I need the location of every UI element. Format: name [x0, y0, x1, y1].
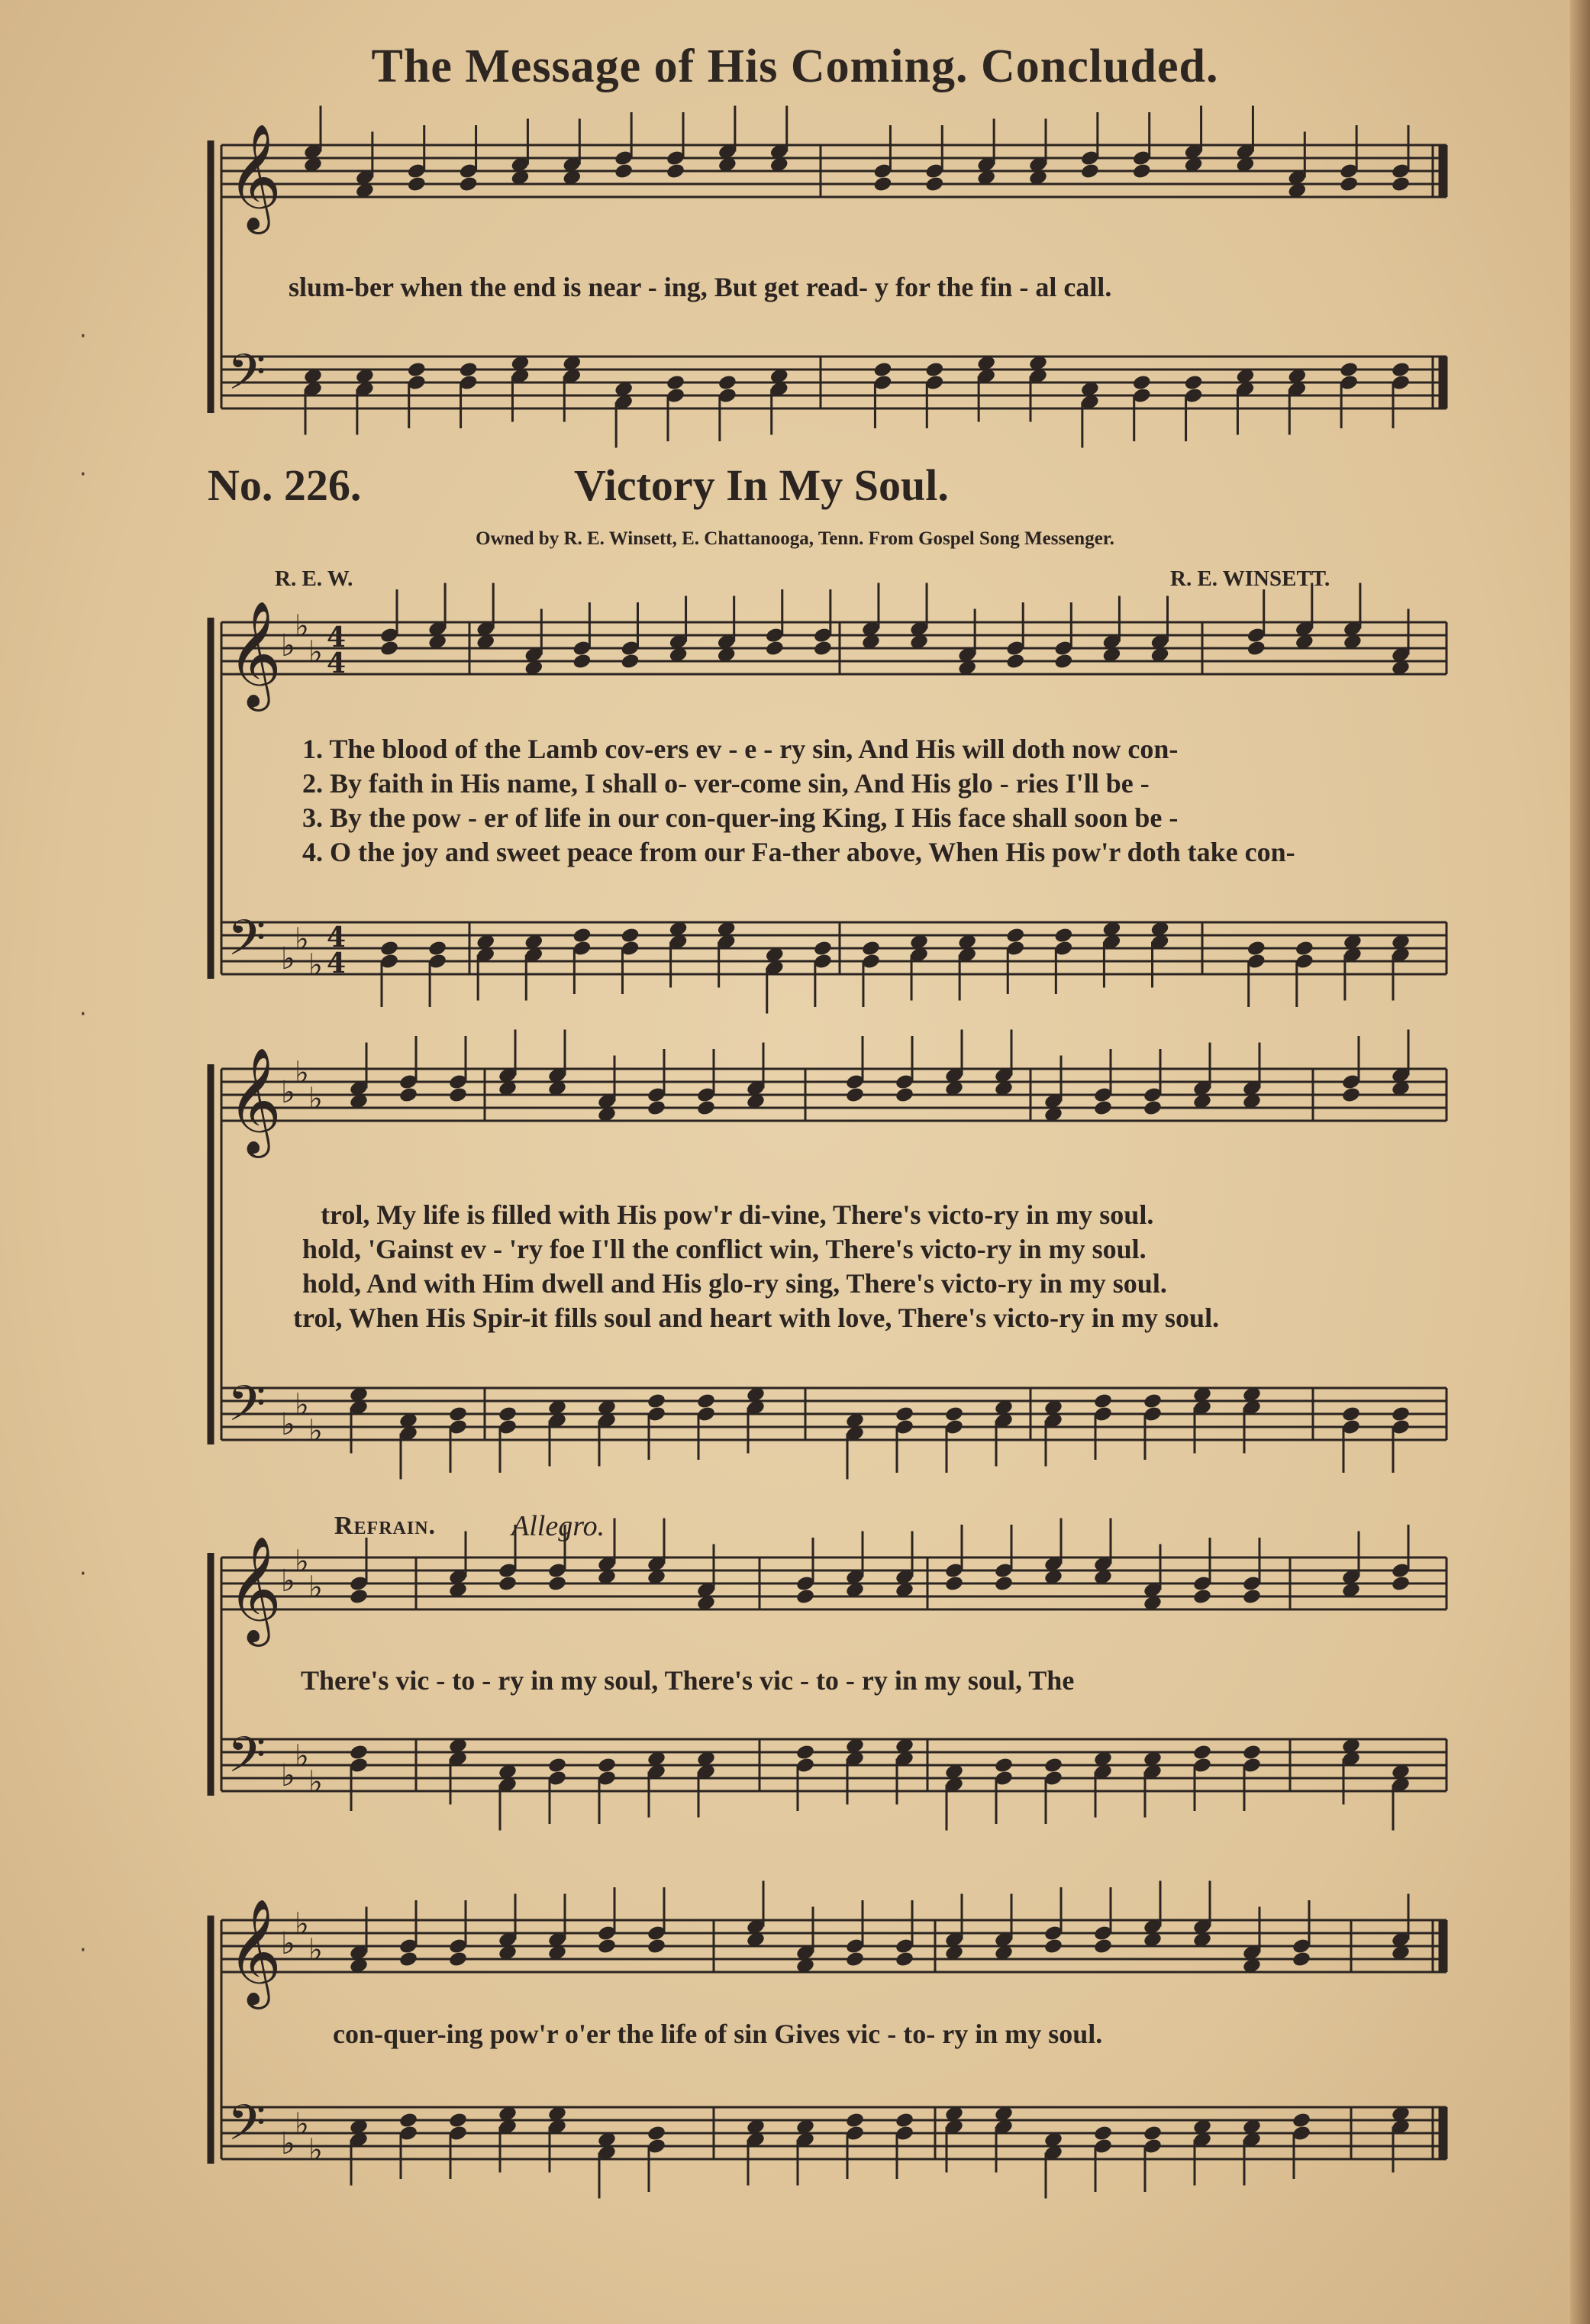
note-head	[1080, 163, 1100, 180]
note-head	[1192, 1744, 1212, 1761]
note-head	[547, 1757, 567, 1774]
note-head	[1295, 940, 1314, 957]
note-head	[895, 1406, 914, 1423]
words-by: R. E. W.	[275, 566, 353, 591]
hymn-title: Victory In My Soul.	[574, 460, 949, 510]
note-head	[647, 1099, 666, 1117]
flat-sign-icon: ♭	[308, 947, 323, 983]
treble-clef-icon: 𝄞	[227, 1899, 282, 2005]
note-head	[448, 1951, 468, 1968]
note-head	[718, 374, 737, 392]
note-head	[1391, 176, 1411, 193]
binding-hole-mark: ·	[79, 461, 87, 488]
note-head	[795, 1588, 815, 1606]
time-signature: 4	[327, 621, 347, 654]
note-head	[1247, 940, 1266, 957]
bass-clef-icon: 𝄢	[227, 344, 266, 413]
verse-4-line-2: trol, When His Spir-it fills soul and heart with love, There's victo-ry in my soul.	[293, 1302, 1220, 1333]
flat-sign-icon: ♭	[295, 2106, 309, 2142]
note-head	[765, 640, 785, 657]
note-head	[845, 1086, 865, 1104]
note-head	[845, 2112, 865, 2129]
note-head	[407, 176, 427, 193]
note-head	[1053, 927, 1073, 944]
note-head	[1391, 1575, 1411, 1593]
note-head	[1391, 361, 1411, 379]
note-head	[398, 1951, 418, 1968]
note-head	[647, 2125, 666, 2142]
note-head	[379, 640, 399, 657]
note-head	[1132, 163, 1152, 180]
note-head	[1339, 176, 1359, 193]
flat-sign-icon: ♭	[281, 628, 295, 663]
refrain-lyrics-2: con-quer-ing pow'r o'er the life of sin Gives vic - to- ry in my soul.	[333, 2019, 1103, 2049]
treble-clef-icon: 𝄞	[227, 601, 282, 707]
note-head	[349, 1588, 369, 1606]
note-head	[944, 1406, 964, 1423]
note-head	[614, 163, 634, 180]
note-head	[427, 940, 447, 957]
verse-2-line-1: 2. By faith in His name, I shall o- ver-come sin, And His glo - ries I'll be -	[302, 768, 1150, 799]
note-head	[895, 1086, 914, 1104]
note-head	[994, 1575, 1014, 1593]
note-head	[1143, 1393, 1163, 1410]
bass-clef-icon: 𝄢	[227, 1727, 266, 1796]
note-head	[872, 176, 892, 193]
flat-sign-icon: ♭	[281, 1564, 295, 1599]
note-head	[1005, 927, 1025, 944]
note-head	[1093, 1938, 1113, 1955]
flat-sign-icon: ♭	[281, 1926, 295, 1961]
binding-hole-mark: ·	[79, 1001, 87, 1028]
continued-lyrics: slum-ber when the end is near - ing, But get read- y for the fin - al call.	[289, 272, 1112, 302]
note-head	[1339, 361, 1359, 379]
flat-sign-icon: ♭	[308, 1932, 323, 1968]
note-head	[1043, 1757, 1063, 1774]
verse-3-line-1: 3. By the pow - er of life in our con-quer-ing King, I His face shall soon be -	[302, 802, 1179, 833]
note-head	[1053, 653, 1073, 670]
flat-sign-icon: ♭	[295, 1055, 309, 1091]
bass-clef-icon: 𝄢	[227, 910, 266, 979]
note-head	[895, 1951, 914, 1968]
flat-sign-icon: ♭	[295, 1544, 309, 1580]
flat-sign-icon: ♭	[281, 1075, 295, 1110]
copyright-notice: Owned by R. E. Winsett, E. Chattanooga, Tenn. From Gospel Song Messenger.	[476, 528, 1114, 549]
note-head	[795, 1744, 815, 1761]
note-head	[620, 927, 640, 944]
note-head	[944, 1575, 964, 1593]
verse-3-line-2: hold, And with Him dwell and His glo-ry sing, There's victo-ry in my soul.	[302, 1268, 1167, 1299]
note-head	[498, 1406, 518, 1423]
note-head	[379, 940, 399, 957]
note-head	[1247, 640, 1266, 657]
refrain-lyrics-1: There's vic - to - ry in my soul, There's vic - to - ry in my soul, The	[301, 1665, 1075, 1696]
note-head	[666, 374, 685, 392]
binding-hole-mark: ·	[79, 1937, 87, 1964]
note-head	[448, 1406, 468, 1423]
note-head	[448, 2112, 468, 2129]
note-head	[647, 1938, 666, 1955]
note-head	[398, 2112, 418, 2129]
bass-clef-icon: 𝄢	[227, 2095, 266, 2164]
note-head	[813, 940, 833, 957]
note-head	[1093, 1099, 1113, 1117]
flat-sign-icon: ♭	[308, 1570, 323, 1606]
note-head	[407, 361, 427, 379]
bass-clef-icon: 𝄢	[227, 1376, 266, 1444]
note-head	[1341, 1086, 1361, 1104]
binding-hole-mark: ·	[79, 323, 87, 350]
flat-sign-icon: ♭	[281, 2126, 295, 2161]
note-head	[924, 361, 944, 379]
flat-sign-icon: ♭	[308, 634, 323, 670]
flat-sign-icon: ♭	[281, 1407, 295, 1442]
note-head	[1242, 1588, 1262, 1606]
note-head	[398, 1086, 418, 1104]
note-head	[1183, 374, 1203, 392]
note-head	[1143, 2125, 1163, 2142]
note-head	[349, 1744, 369, 1761]
note-head	[1043, 1938, 1063, 1955]
note-head	[845, 1951, 865, 1968]
note-head	[458, 176, 478, 193]
flat-sign-icon: ♭	[281, 1758, 295, 1793]
flat-sign-icon: ♭	[308, 1413, 323, 1449]
note-head	[1341, 1406, 1361, 1423]
note-head	[547, 1575, 567, 1593]
note-head	[924, 176, 944, 193]
verse-1-line-2: trol, My life is filled with His pow'r di-vine, There's victo-ry in my soul.	[321, 1199, 1154, 1230]
note-head	[1005, 653, 1025, 670]
flat-sign-icon: ♭	[295, 1738, 309, 1774]
note-head	[1093, 1393, 1113, 1410]
note-head	[872, 361, 892, 379]
continued-title: The Message of His Coming. Concluded.	[371, 40, 1219, 92]
hymn-number: No. 226.	[208, 460, 362, 510]
time-signature: 4	[327, 922, 347, 954]
note-head	[696, 1393, 716, 1410]
note-head	[1143, 1099, 1163, 1117]
note-head	[1093, 2125, 1113, 2142]
treble-clef-icon: 𝄞	[227, 1047, 282, 1154]
flat-sign-icon: ♭	[295, 608, 309, 644]
note-head	[1192, 1588, 1212, 1606]
note-head	[666, 163, 685, 180]
note-head	[813, 640, 833, 657]
time-signature: 4	[327, 647, 347, 679]
treble-clef-icon: 𝄞	[227, 124, 282, 230]
verse-2-line-2: hold, 'Gainst ev - 'ry foe I'll the conflict win, There's victo-ry in my soul.	[302, 1234, 1147, 1264]
note-head	[696, 1099, 716, 1117]
flat-sign-icon: ♭	[308, 2132, 323, 2168]
note-head	[861, 940, 881, 957]
note-head	[572, 653, 592, 670]
note-head	[597, 1757, 617, 1774]
note-head	[458, 361, 478, 379]
flat-sign-icon: ♭	[308, 1081, 323, 1117]
verse-4-line-1: 4. O the joy and sweet peace from our Fa-ther above, When His pow'r doth take con-	[302, 837, 1295, 867]
note-head	[448, 1086, 468, 1104]
treble-clef-icon: 𝄞	[227, 1536, 282, 1642]
note-head	[1292, 2112, 1311, 2129]
refrain-label: Refrain.	[334, 1512, 437, 1540]
note-head	[1132, 374, 1152, 392]
note-head	[498, 1575, 518, 1593]
note-head	[620, 653, 640, 670]
note-head	[895, 2112, 914, 2129]
binding-hole-mark: ·	[79, 1561, 87, 1587]
note-head	[994, 1757, 1014, 1774]
verse-1-line-1: 1. The blood of the Lamb cov-ers ev - e - ry sin, And His will doth now con-	[302, 734, 1179, 764]
time-signature: 4	[327, 947, 347, 980]
tempo-marking: Allegro.	[511, 1510, 605, 1542]
note-head	[1242, 1744, 1262, 1761]
flat-sign-icon: ♭	[295, 922, 309, 957]
note-head	[1292, 1951, 1311, 1968]
note-head	[647, 1393, 666, 1410]
music-by: R. E. WINSETT.	[1170, 566, 1330, 591]
note-head	[572, 927, 592, 944]
note-head	[597, 1938, 617, 1955]
flat-sign-icon: ♭	[308, 1764, 323, 1800]
note-head	[1391, 1406, 1411, 1423]
flat-sign-icon: ♭	[295, 1387, 309, 1423]
flat-sign-icon: ♭	[295, 1906, 309, 1942]
flat-sign-icon: ♭	[281, 941, 295, 976]
